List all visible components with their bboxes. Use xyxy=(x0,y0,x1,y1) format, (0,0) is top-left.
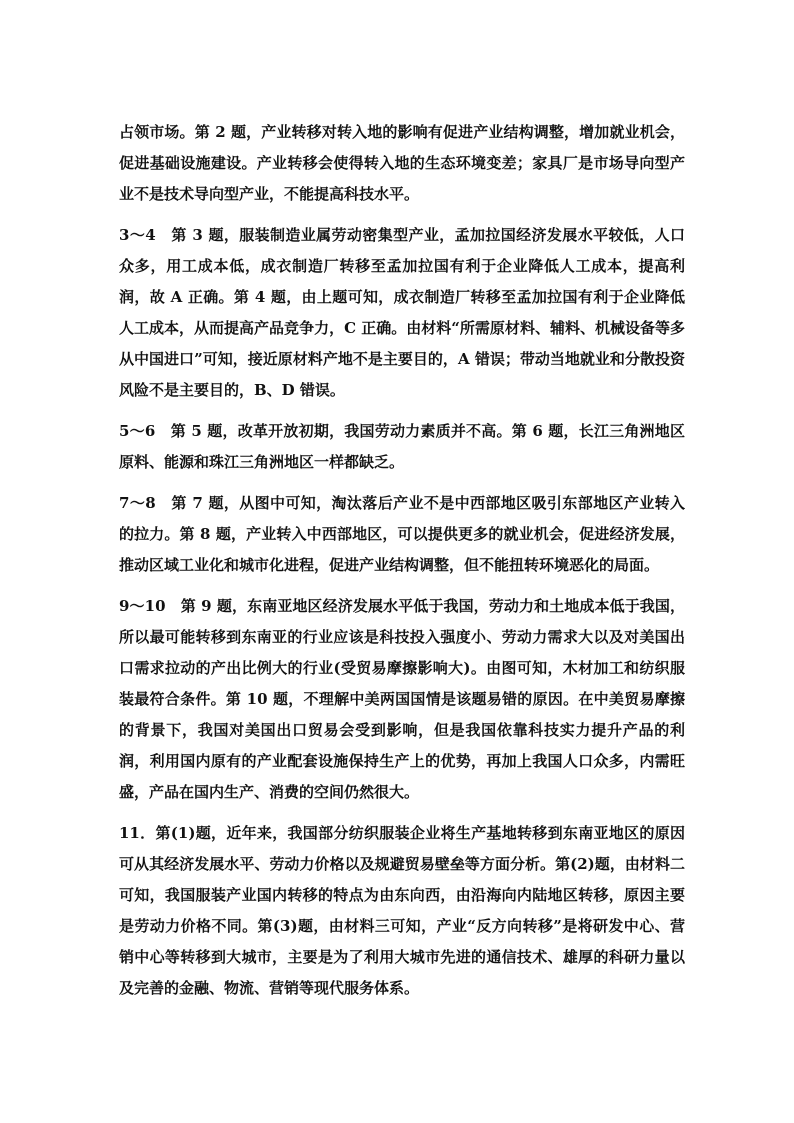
question-label: 11． xyxy=(119,824,156,842)
paragraph-text: 第 5 题，改革开放初期，我国劳动力素质并不高。第 6 题，长江三角洲地区原料、能源和珠江三角洲地区一样都缺乏。 xyxy=(119,422,685,471)
paragraph-q5-6 xyxy=(119,416,685,478)
paragraph-q9-10 xyxy=(119,591,685,808)
answer-explanations xyxy=(119,117,685,1014)
paragraph-text: 占领市场。第 2 题，产业转移对转入地的影响有促进产业结构调整，增加就业机会，促进基础设施建设。产业转移会使得转入地的生态环境变差；家具厂是市场导向型产业不是技术导向型产业，不能提高科技水平。 xyxy=(119,123,685,203)
paragraph-q7-8 xyxy=(119,488,685,581)
question-label: 5～6 xyxy=(119,422,171,440)
paragraph-text: 第 9 题，东南亚地区经济发展水平低于我国，劳动力和土地成本低于我国，所以最可能转移到东南亚的行业应该是科技投入强度小、劳动力需求大以及对美国出口需求拉动的产出比例大的行业(受贸易摩擦影响大)。由图可知，木材加工和纺织服装最符合条件。第 10 题，不理解中美两国国情是该题易错的原因。在中美贸易摩擦的背景下，我国对美国出口贸易会受到影响，但是我国依靠科技实力提升产品的利润，利用国内原有的产业配套设施保持生产上的优势，再加上我国人口众多，内需旺盛，产品在国内生产、消费的空间仍然很大。 xyxy=(119,597,686,801)
paragraph-text: 第(1)题，近年来，我国部分纺织服装企业将生产基地转移到东南亚地区的原因可从其经济发展水平、劳动力价格以及规避贸易壁垒等方面分析。第(2)题，由材料二可知，我国服装产业国内转移的特点为由东向西，由沿海向内陆地区转移，原因主要是劳动力价格不同。第(3)题，由材料三可知，产业“反方向转移”是将研发中心、营销中心等转移到大城市，主要是为了利用大城市先进的通信技术、雄厚的科研力量以及完善的金融、物流、营销等现代服务体系。 xyxy=(119,824,686,997)
question-label: 9～10 xyxy=(119,597,181,615)
paragraph-q3-4 xyxy=(119,220,685,406)
question-label: 3～4 xyxy=(119,226,172,244)
paragraph-q11 xyxy=(119,818,685,1004)
question-label: 7～8 xyxy=(119,494,172,512)
paragraph-continuation xyxy=(119,117,685,210)
paragraph-text: 第 3 题，服装制造业属劳动密集型产业，孟加拉国经济发展水平较低，人口众多，用工成本低，成衣制造厂转移至孟加拉国有利于企业降低人工成本，提高利润，故 A 正确。第 4 题，由上题可知，成衣制造厂转移至孟加拉国有利于企业降低人工成本，从而提高产品竞争力，C 正确。由材料“所需原材料、辅料、机械设备等多从中国进口”可知，接近原材料产地不是主要目的，A 错误；带动当地就业和分散投资风险不是主要目的，B、D 错误。 xyxy=(119,226,686,399)
paragraph-text: 第 7 题，从图中可知，淘汰落后产业不是中西部地区吸引东部地区产业转入的拉力。第 8 题，产业转入中西部地区，可以提供更多的就业机会，促进经济发展，推动区域工业化和城市化进程，促进产业结构调整，但不能扭转环境恶化的局面。 xyxy=(119,494,686,574)
